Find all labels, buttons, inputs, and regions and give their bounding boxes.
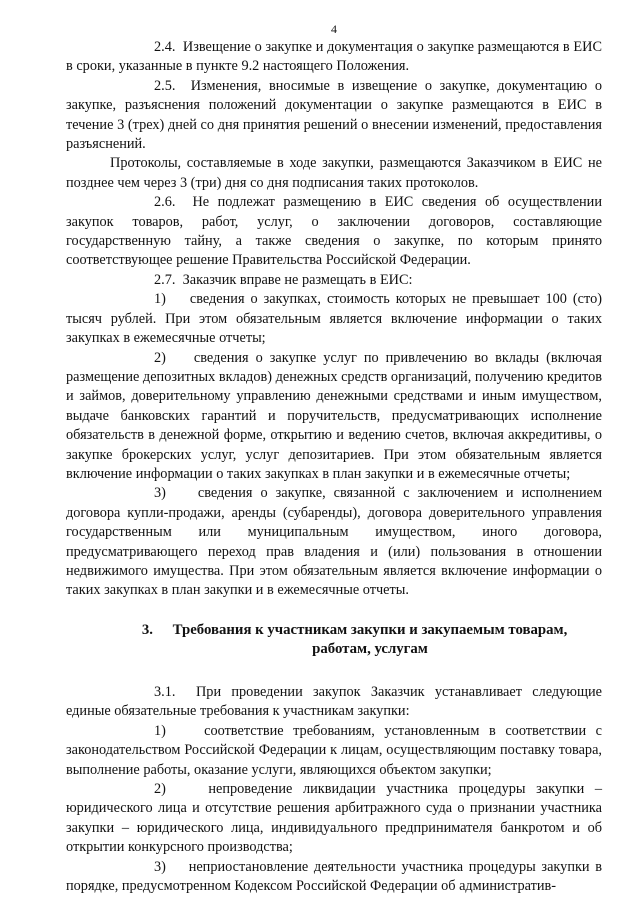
list-item-number: 1) (154, 291, 166, 308)
paragraph-text: Извещение о закупке и документация о закупке размещаются в ЕИС в сроки, указанные в пункте 9.2 настоящего Положения. (66, 39, 602, 75)
paragraph-protocols (66, 154, 602, 193)
page-number: 4 (331, 22, 337, 36)
list-item-2-7-3 (66, 484, 602, 600)
list-item-3-1-3 (66, 858, 602, 897)
paragraph-3-1 (66, 683, 602, 722)
paragraph-number: 2.5. (154, 77, 176, 94)
paragraph-number: 3.1. (154, 683, 176, 700)
list-item-number: 2) (154, 781, 166, 797)
paragraph-text: Изменения, вносимые в извещение о закупке, документацию о закупке, разъяснения положений документации о закупке размещаются в ЕИС в течение 3 (трех) дней со дня принятия решений о внесении изменений, предоставления разъяснений. (66, 77, 602, 153)
paragraph-text: Не подлежат размещению в ЕИС сведения об осуществлении закупок товаров, работ, услуг, о заключении договоров, составляющие государственную тайну, а также сведения о закупке, по которым принято соответствующее решение Правительства Российской Федерации. (66, 194, 602, 269)
paragraph-number: 2.7. (154, 271, 176, 288)
list-item-text: сведения о закупке услуг по привлечению во вклады (включая размещение депозитных вкладов) денежных средств организаций, получению кредитов и займов, доверительному управлению денежными средствами и иным имуществом, выдаче банковских гарантий и поручительств, предусматривающих исполнение обязательств в денежной форме, открытию и ведению счетов, включая аккредитивы, о закупке брокерских услуг, услуг депозитариев. При этом обязательным является включение информации о таких закупках в план закупки и в ежемесячные отчеты; (66, 349, 602, 482)
list-item-number: 3) (154, 858, 166, 875)
paragraph-2-4 (66, 38, 602, 77)
list-item-2-7-2 (66, 349, 602, 485)
section-number: 3. (141, 621, 153, 638)
paragraph-number: 2.6. (154, 194, 176, 211)
document-page (66, 22, 602, 896)
list-item-text: соответствие требованиям, установленным в соответствии с законодательством Российской Федерации к лицам, осуществляющим поставку товара, выполнение работы, оказание услуги, являющихся объектом закупки; (66, 722, 602, 778)
paragraph-2-6 (66, 193, 602, 271)
list-item-text: сведения о закупке, связанной с заключением и исполнением договора купли-продажи, аренды (субаренды), договора доверительного управления государственным или муниципальным имуществом, иного договора, предусматривающего переход прав владения и (или) пользования в отношении недвижимого имущества. При этом обязательным является включение информации о таких закупках в план закупки и в ежемесячные отчеты. (66, 485, 602, 599)
list-item-2-7-1 (66, 290, 602, 348)
section-title: Требования к участникам закупки и закупаемым товарам, работам, услугам (172, 621, 568, 658)
list-item-number: 1) (154, 722, 166, 739)
list-item-3-1-2 (66, 780, 602, 858)
list-item-number: 3) (154, 485, 166, 502)
list-item-text: непроведение ликвидации участника процедуры закупки – юридического лица и отсутствие решения арбитражного суда о признании участника закупки – юридического лица, индивидуального предпринимателя банкротом и об открытии конкурсного производства; (66, 781, 603, 856)
paragraph-text: Заказчик вправе не размещать в ЕИС: (182, 271, 413, 288)
paragraph-text: При проведении закупок Заказчик устанавливает следующие единые обязательные требования к участникам закупки: (66, 683, 602, 720)
paragraph-2-5 (66, 77, 602, 155)
paragraph-text: Протоколы, составляемые в ходе закупки, размещаются Заказчиком в ЕИС не позднее чем через 3 (три) дня со дня подписания таких протоколов. (66, 155, 602, 191)
list-item-text: неприостановление деятельности участника процедуры закупки в порядке, предусмотренном Кодексом Российской Федерации об административ- (66, 858, 603, 895)
paragraph-number: 2.4. (154, 39, 176, 55)
list-item-text: сведения о закупках, стоимость которых не превышает 100 (сто) тысяч рублей. При этом обязательным является включение информации о таких закупках в ежемесячные отчеты; (66, 291, 603, 347)
paragraph-2-7 (66, 271, 602, 290)
list-item-3-1-1 (66, 722, 602, 780)
section-heading (66, 621, 602, 660)
list-item-number: 2) (154, 349, 166, 366)
